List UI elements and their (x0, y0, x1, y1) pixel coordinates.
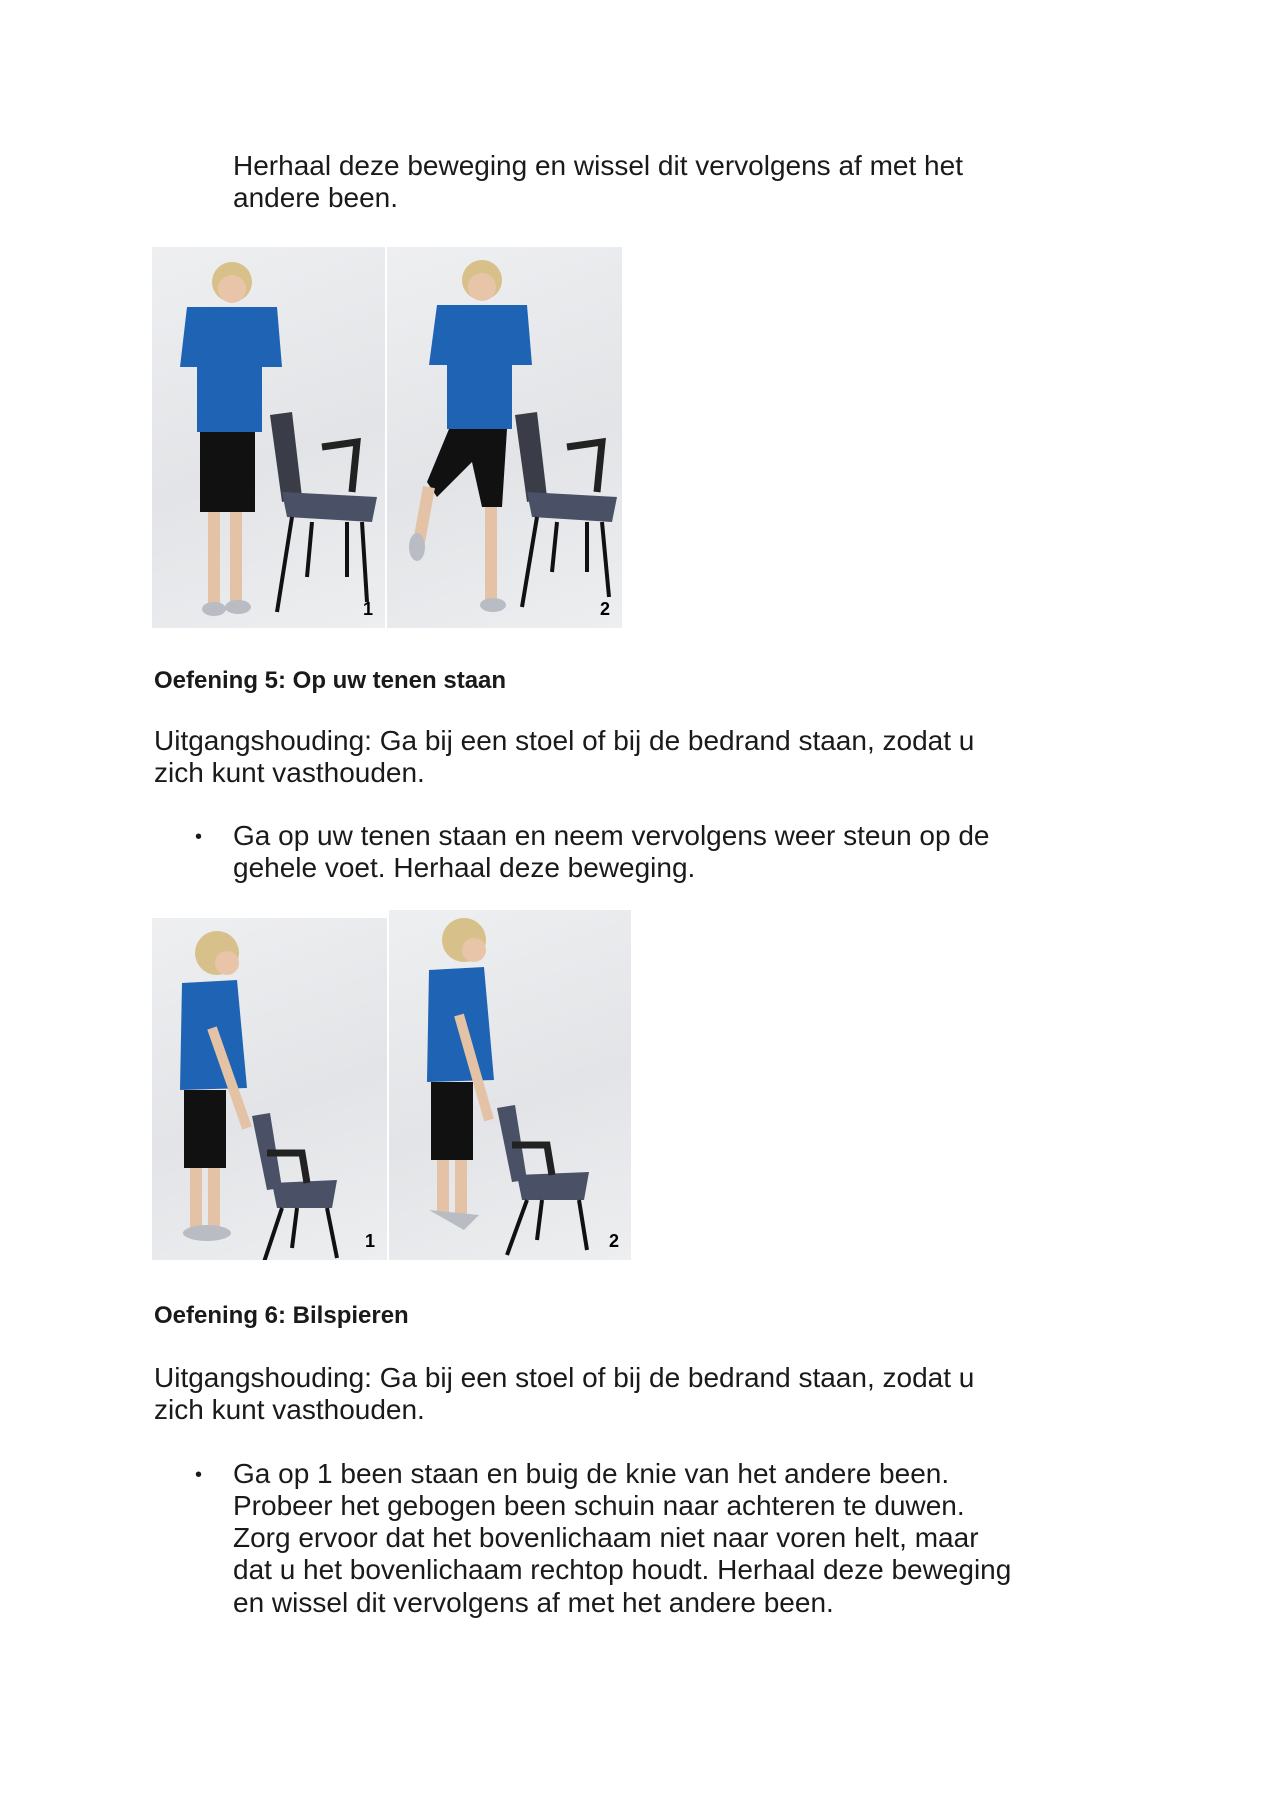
photo-number: 1 (362, 599, 373, 619)
photo-leg-bent-back-with-chair (387, 247, 622, 628)
exercise-illustration (389, 910, 631, 1260)
exercise-6-instruction-line-3: Zorg ervoor dat het bovenlichaam niet naar voren helt, maar (233, 1522, 979, 1553)
photo-standing-on-toes (389, 910, 631, 1260)
exercise-6-instruction-line-2: Probeer het gebogen been schuin naar achteren te duwen. (233, 1490, 965, 1521)
photo-standing-with-chair (152, 247, 385, 628)
exercise-5-instruction-line-2: gehele voet. Herhaal deze beweging. (233, 852, 696, 883)
photo-standing-flat-feet (152, 918, 387, 1260)
exercise-5-instruction-line-1: Ga op uw tenen staan en neem vervolgens weer steun op de (233, 820, 990, 851)
exercise-5-start-line-2: zich kunt vasthouden. (154, 757, 425, 788)
bullet-marker: • (195, 826, 203, 848)
exercise-5-start-line-1: Uitgangshouding: Ga bij een stoel of bij de bedrand staan, zodat u (154, 725, 975, 756)
exercise-illustration (152, 247, 385, 628)
exercise-illustration (387, 247, 622, 628)
exercise-6-instruction-line-1: Ga op 1 been staan en buig de knie van het andere been. (233, 1458, 950, 1489)
exercise-6-start-line-2: zich kunt vasthouden. (154, 1394, 425, 1425)
exercise-6-instruction-line-4: dat u het bovenlichaam rechtop houdt. Herhaal deze beweging (233, 1554, 1012, 1585)
intro-line-1: Herhaal deze beweging en wissel dit vervolgens af met het (233, 150, 963, 181)
bullet-marker: • (195, 1464, 203, 1486)
exercise-illustration (152, 918, 387, 1260)
exercise-6-instruction-line-5: en wissel dit vervolgens af met het andere been. (233, 1587, 834, 1618)
exercise-6-start-line-1: Uitgangshouding: Ga bij een stoel of bij de bedrand staan, zodat u (154, 1362, 975, 1393)
photo-number: 2 (608, 1231, 619, 1251)
photo-number: 1 (364, 1231, 375, 1251)
exercise-6-heading: Oefening 6: Bilspieren (154, 1302, 409, 1329)
photo-number: 2 (599, 599, 610, 619)
intro-line-2: andere been. (233, 182, 399, 213)
exercise-5-heading: Oefening 5: Op uw tenen staan (154, 667, 507, 694)
